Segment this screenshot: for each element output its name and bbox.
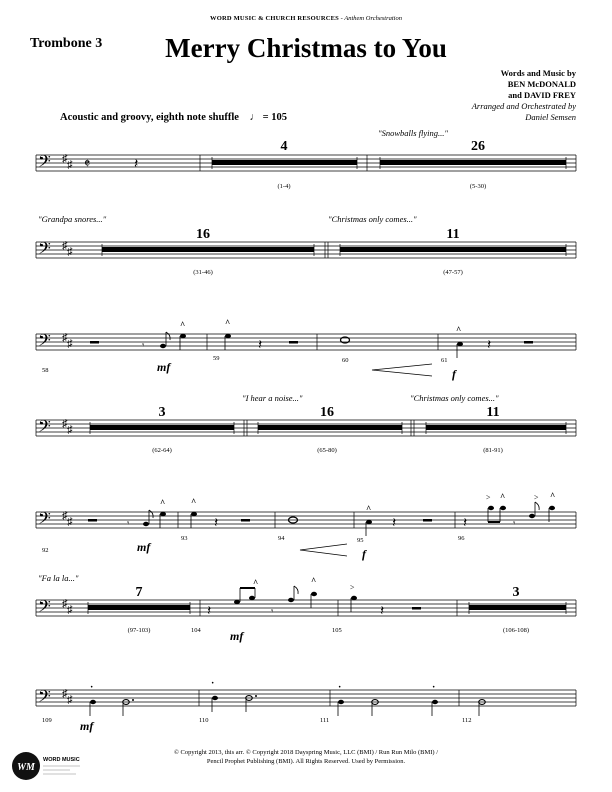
measure-range: (31-46) <box>193 269 213 276</box>
measure-range: (5-30) <box>469 183 487 190</box>
rest-count: 16 <box>320 405 334 420</box>
marcato-icon: ^ <box>366 504 372 514</box>
bass-clef-icon: 𝄢 <box>38 153 51 175</box>
measure-range: (47-57) <box>443 269 463 276</box>
note <box>212 696 218 712</box>
bass-clef-icon: 𝄢 <box>38 688 51 710</box>
credits-arranger: Daniel Semsen <box>525 112 576 122</box>
credits-arranged-by: Arranged and Orchestrated by <box>471 101 576 111</box>
key-signature-sharp-icon: ♯ <box>67 604 73 616</box>
dynamic-mark: mf <box>137 540 151 554</box>
key-signature-sharp-icon: ♯ <box>67 424 73 436</box>
marcato-icon: ^ <box>180 320 186 330</box>
multi-measure-rest <box>469 605 566 610</box>
half-rest-icon <box>412 607 421 610</box>
staff-system-3 <box>36 334 576 350</box>
quarter-rest-icon: 𝄽 <box>392 516 397 531</box>
multi-measure-rest <box>340 247 566 252</box>
cue-text: "Christmas only comes..." <box>410 393 499 403</box>
half-rest-icon <box>88 519 97 522</box>
logo-text: WORD MUSIC <box>43 757 80 763</box>
measure-number: 112 <box>462 717 472 724</box>
key-signature-sharp-icon: ♯ <box>62 418 68 430</box>
half-rest-icon <box>423 519 432 522</box>
measure-number: 59 <box>213 355 220 362</box>
tempo-text: Acoustic and groovy, eighth note shuffle <box>60 112 239 123</box>
dotted-half-note <box>246 695 257 712</box>
dotted-half-note <box>123 699 134 716</box>
eighth-rest-icon: 𝄾 <box>142 340 145 350</box>
marcato-icon: ^ <box>160 498 166 508</box>
key-signature-sharp-icon: ♯ <box>62 510 68 522</box>
marcato-icon: ^ <box>500 492 506 502</box>
measure-number: 104 <box>191 627 201 634</box>
cue-text: "Fa la la..." <box>38 573 79 583</box>
dynamic-mark: f <box>452 367 456 381</box>
half-rest-icon <box>524 341 533 344</box>
logo-monogram: WM <box>17 762 35 773</box>
metronome-mark: ♩ = 105 <box>249 112 288 123</box>
measure-number: 61 <box>441 357 448 364</box>
eighth-note-pair <box>488 506 506 522</box>
page-title: Merry Christmas to You <box>165 33 447 63</box>
copyright-notice <box>0 748 612 766</box>
dynamic-mark: f <box>362 547 366 561</box>
multi-measure-rest <box>90 425 234 430</box>
quarter-rest-icon: 𝄽 <box>487 338 492 353</box>
marcato-icon: ^ <box>550 491 556 501</box>
cue-text: "Snowballs flying..." <box>378 128 448 138</box>
cut-time-icon: 𝄵 <box>84 157 91 172</box>
measure-number: 96 <box>458 535 465 542</box>
multi-measure-rest <box>88 605 190 610</box>
bass-clef-icon: 𝄢 <box>38 332 51 354</box>
eighth-rest-icon: 𝄾 <box>271 606 274 616</box>
copyright-line-1: © Copyright 2013, this arr. © Copyright 2018 Dayspring Music, LLC (BMI) / Run Run Milo (BMI) / <box>173 749 439 756</box>
quarter-rest-icon: 𝄽 <box>380 604 385 619</box>
key-signature-sharp-icon: ♯ <box>62 332 68 344</box>
publisher-name: WORD MUSIC & CHURCH RESOURCES <box>210 15 339 22</box>
quarter-rest-icon: 𝄽 <box>134 157 139 172</box>
measure-number: 60 <box>342 357 349 364</box>
half-rest-icon <box>289 341 298 344</box>
dynamic-mark: mf <box>80 719 94 733</box>
dynamic-mark: mf <box>157 360 171 374</box>
tenuto-icon: · <box>211 678 215 689</box>
measure-range: (97-103) <box>127 627 151 634</box>
measure-number: 93 <box>181 535 188 542</box>
rest-count: 7 <box>135 585 143 600</box>
note <box>432 700 438 716</box>
cue-text: "Grandpa snores..." <box>38 214 107 224</box>
measure-number: 110 <box>199 717 209 724</box>
measure-range: (65-80) <box>317 447 337 454</box>
staff-system-7 <box>36 690 576 706</box>
tenuto-icon: · <box>90 682 94 693</box>
accent-icon: > <box>350 583 355 592</box>
key-signature-sharp-icon: ♯ <box>67 694 73 706</box>
quarter-rest-icon: 𝄽 <box>258 338 263 353</box>
measure-range: (81-91) <box>483 447 503 454</box>
quarter-rest-icon: 𝄽 <box>214 516 219 531</box>
crescendo-hairpin <box>300 544 347 556</box>
key-signature-sharp-icon: ♯ <box>62 153 68 165</box>
eighth-note-pair <box>234 588 255 604</box>
cue-text: "Christmas only comes..." <box>328 214 417 224</box>
crescendo-hairpin <box>372 364 432 376</box>
credits-composer-2: and DAVID FREY <box>508 90 576 100</box>
copyright-line-2: Pencil Prophet Publishing (BMI). All Rights Reserved. Used by Permission. <box>206 758 406 765</box>
key-signature-sharp-icon: ♯ <box>62 240 68 252</box>
measure-range: (106-108) <box>503 627 529 634</box>
rest-count: 11 <box>446 227 460 242</box>
measure-range: (1-4) <box>277 183 291 190</box>
marcato-icon: ^ <box>253 578 259 588</box>
measure-number: 109 <box>42 717 52 724</box>
series-name: - Anthem Orchestration <box>338 15 402 22</box>
note <box>549 506 555 522</box>
multi-measure-rest <box>212 160 357 165</box>
quarter-rest-icon: 𝄽 <box>463 516 468 531</box>
marcato-icon: ^ <box>311 576 317 586</box>
measure-number: 94 <box>278 535 285 542</box>
cue-text: "I hear a noise..." <box>242 393 303 403</box>
half-rest-icon <box>241 519 250 522</box>
key-signature-sharp-icon: ♯ <box>67 246 73 258</box>
key-signature-sharp-icon: ♯ <box>67 516 73 528</box>
eighth-rest-icon: 𝄾 <box>513 518 516 528</box>
credits-words-music: Words and Music by <box>500 68 576 78</box>
bass-clef-icon: 𝄢 <box>38 510 51 532</box>
accent-icon: > <box>486 493 491 502</box>
part-name: Trombone 3 <box>30 36 103 51</box>
note <box>90 700 96 716</box>
multi-measure-rest <box>258 425 402 430</box>
marcato-icon: ^ <box>456 325 462 335</box>
tenuto-icon: · <box>338 682 342 693</box>
rest-count: 3 <box>158 405 166 420</box>
rest-count: 26 <box>471 139 485 154</box>
key-signature-sharp-icon: ♯ <box>62 598 68 610</box>
note <box>338 700 344 716</box>
half-rest-icon <box>90 341 99 344</box>
measure-number: 111 <box>320 717 330 724</box>
measure-number: 92 <box>42 547 49 554</box>
bass-clef-icon: 𝄢 <box>38 598 51 620</box>
bass-clef-icon: 𝄢 <box>38 240 51 262</box>
measure-number: 95 <box>357 537 364 544</box>
accent-icon: > <box>534 493 539 502</box>
rest-count: 4 <box>280 139 288 154</box>
marcato-icon: ^ <box>225 318 231 328</box>
bass-clef-icon: 𝄢 <box>38 418 51 440</box>
multi-measure-rest <box>380 160 566 165</box>
key-signature-sharp-icon: ♯ <box>67 159 73 171</box>
word-music-logo <box>10 749 88 785</box>
eighth-rest-icon: 𝄾 <box>127 518 130 528</box>
staff-system-5 <box>36 512 576 528</box>
rest-count: 11 <box>486 405 500 420</box>
key-signature-sharp-icon: ♯ <box>62 688 68 700</box>
dynamic-mark: mf <box>230 629 244 643</box>
quarter-rest-icon: 𝄽 <box>207 604 212 619</box>
rest-count: 3 <box>512 585 520 600</box>
multi-measure-rest <box>426 425 566 430</box>
rest-count: 16 <box>196 227 210 242</box>
credits-composer-1: BEN McDONALD <box>507 79 576 89</box>
measure-number: 58 <box>42 367 49 374</box>
measure-range: (62-64) <box>152 447 172 454</box>
tenuto-icon: · <box>432 682 436 693</box>
key-signature-sharp-icon: ♯ <box>67 338 73 350</box>
marcato-icon: ^ <box>191 497 197 507</box>
measure-number: 105 <box>332 627 342 634</box>
multi-measure-rest <box>102 247 314 252</box>
